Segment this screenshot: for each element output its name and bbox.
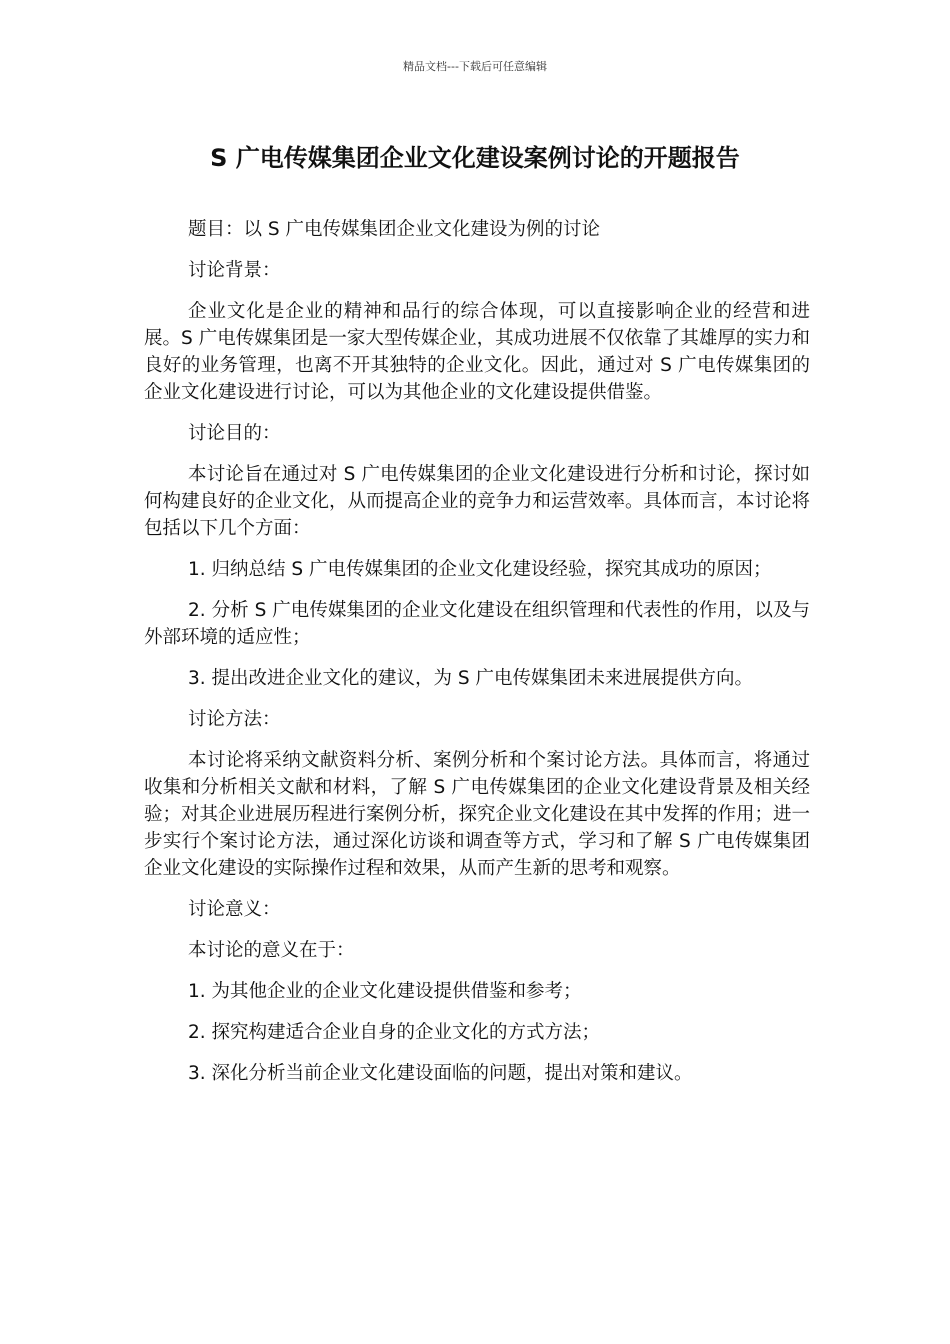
background-paragraph: 企业文化是企业的精神和品行的综合体现，可以直接影响企业的经营和进展。S 广电传媒集团是一家大型传媒企业，其成功进展不仅依靠了其雄厚的实力和良好的业务管理，也离不开其独特的企业文化。因此，通过对 S 广电传媒集团的企业文化建设进行讨论，可以为其他企业的文化建设提供借鉴。 <box>144 301 810 403</box>
significance-item-2: 2. 探究构建适合企业自身的企业文化的方式方法； <box>188 1022 601 1043</box>
significance-intro: 本讨论的意义在于： <box>188 940 355 961</box>
purpose-item-1: 1. 归纳总结 S 广电传媒集团的企业文化建设经验，探究其成功的原因； <box>188 559 772 580</box>
section-heading-purpose: 讨论目的： <box>188 423 281 444</box>
section-heading-background: 讨论背景： <box>188 260 281 281</box>
topic-line: 题目：以 S 广电传媒集团企业文化建设为例的讨论 <box>188 219 601 240</box>
significance-item-1: 1. 为其他企业的企业文化建设提供借鉴和参考； <box>188 981 582 1002</box>
purpose-paragraph: 本讨论旨在通过对 S 广电传媒集团的企业文化建设进行分析和讨论，探讨如何构建良好的企业文化，从而提高企业的竞争力和运营效率。具体而言，本讨论将包括以下几个方面： <box>144 464 811 539</box>
page-header: 精品文档---下载后可任意编辑 <box>403 60 547 73</box>
purpose-item-3: 3. 提出改进企业文化的建议，为 S 广电传媒集团未来进展提供方向。 <box>188 668 754 689</box>
significance-item-3: 3. 深化分析当前企业文化建设面临的问题，提出对策和建议。 <box>188 1063 693 1084</box>
section-heading-significance: 讨论意义： <box>188 899 281 920</box>
section-heading-method: 讨论方法： <box>188 709 281 730</box>
document-body <box>144 216 810 1101</box>
method-paragraph: 本讨论将采纳文献资料分析、案例分析和个案讨论方法。具体而言，将通过收集和分析相关文献和材料，了解 S 广电传媒集团的企业文化建设背景及相关经验；对其企业进展历程进行案例分析，探究企业文化建设在其中发挥的作用；进一步实行个案讨论方法，通过深化访谈和调查等方式，学习和了解 S 广电传媒集团企业文化建设的实际操作过程和效果，从而产生新的思考和观察。 <box>144 750 811 879</box>
purpose-item-2: 2. 分析 S 广电传媒集团的企业文化建设在组织管理和代表性的作用，以及与外部环境的适应性； <box>144 600 810 648</box>
document-title: S 广电传媒集团企业文化建设案例讨论的开题报告 <box>210 144 740 172</box>
